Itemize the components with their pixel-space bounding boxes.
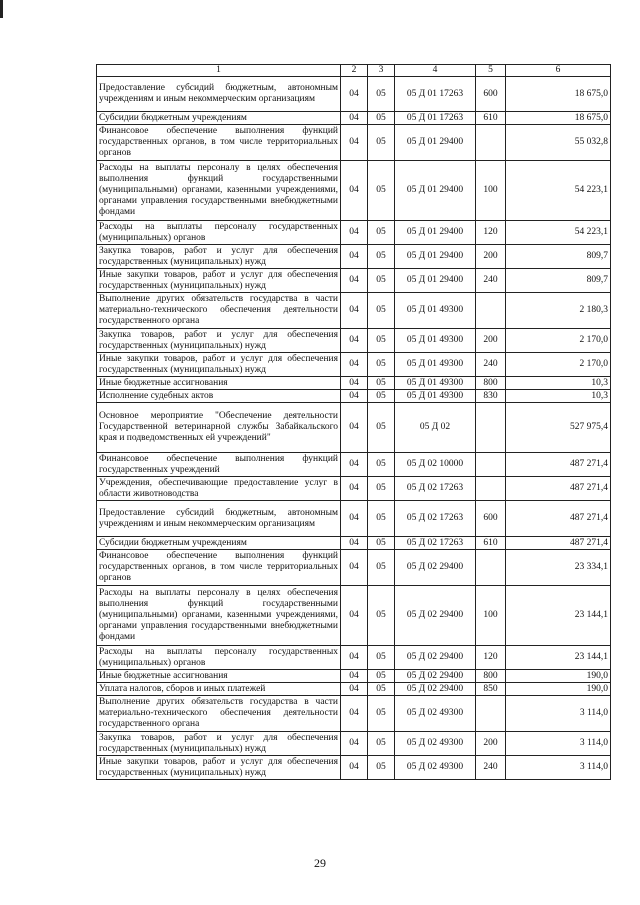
table-row xyxy=(97,550,611,586)
row-subsection: 05 xyxy=(368,353,395,377)
row-subsection: 05 xyxy=(368,221,395,245)
row-description: Иные бюджетные ассигнования xyxy=(97,377,341,390)
row-description: Учреждения, обеспечивающие предоставление услуг в области животноводства xyxy=(97,477,341,501)
table-row xyxy=(97,537,611,550)
table-row xyxy=(97,377,611,390)
row-description: Выполнение других обязательств государства в части материально-технического обеспечения деятельности государственного органа xyxy=(97,293,341,329)
row-expense-type: 610 xyxy=(476,112,506,125)
row-subsection: 05 xyxy=(368,161,395,221)
row-expense-type: 100 xyxy=(476,586,506,646)
budget-table-wrapper xyxy=(96,64,610,780)
row-expense-type xyxy=(476,696,506,732)
header-col-3: 3 xyxy=(368,65,395,77)
row-description: Финансовое обеспечение выполнения функций государственных органов, в том числе территориальных органов xyxy=(97,550,341,586)
row-expense-type: 240 xyxy=(476,353,506,377)
row-expense-type: 610 xyxy=(476,537,506,550)
row-description: Иные закупки товаров, работ и услуг для обеспечения государственных (муниципальных) нужд xyxy=(97,269,341,293)
row-subsection: 05 xyxy=(368,377,395,390)
row-target-code: 05 Д 01 29400 xyxy=(395,245,476,269)
row-section: 04 xyxy=(341,353,368,377)
row-section: 04 xyxy=(341,537,368,550)
row-expense-type: 120 xyxy=(476,221,506,245)
table-row xyxy=(97,586,611,646)
row-target-code: 05 Д 02 29400 xyxy=(395,646,476,670)
budget-table xyxy=(96,64,611,780)
row-description: Субсидии бюджетным учреждениям xyxy=(97,537,341,550)
row-section: 04 xyxy=(341,696,368,732)
row-amount: 487 271,4 xyxy=(506,501,611,537)
row-description: Иные закупки товаров, работ и услуг для обеспечения государственных (муниципальных) нужд xyxy=(97,756,341,780)
row-description: Финансовое обеспечение выполнения функций государственных учреждений xyxy=(97,453,341,477)
row-description: Расходы на выплаты персоналу государственных (муниципальных) органов xyxy=(97,221,341,245)
row-target-code: 05 Д 01 29400 xyxy=(395,269,476,293)
row-subsection: 05 xyxy=(368,77,395,112)
table-row xyxy=(97,125,611,161)
row-amount: 2 180,3 xyxy=(506,293,611,329)
table-row xyxy=(97,403,611,453)
row-section: 04 xyxy=(341,586,368,646)
row-target-code: 05 Д 02 49300 xyxy=(395,732,476,756)
page-number: 29 xyxy=(314,856,326,870)
row-subsection: 05 xyxy=(368,245,395,269)
row-amount: 10,3 xyxy=(506,377,611,390)
row-expense-type: 200 xyxy=(476,732,506,756)
table-row xyxy=(97,329,611,353)
row-section: 04 xyxy=(341,732,368,756)
row-expense-type: 240 xyxy=(476,269,506,293)
row-subsection: 05 xyxy=(368,269,395,293)
table-row xyxy=(97,453,611,477)
row-subsection: 05 xyxy=(368,586,395,646)
table-row xyxy=(97,269,611,293)
table-row xyxy=(97,696,611,732)
row-expense-type: 200 xyxy=(476,329,506,353)
table-row xyxy=(97,732,611,756)
row-amount: 54 223,1 xyxy=(506,221,611,245)
row-section: 04 xyxy=(341,293,368,329)
row-amount: 23 144,1 xyxy=(506,646,611,670)
row-amount: 3 114,0 xyxy=(506,756,611,780)
row-expense-type: 100 xyxy=(476,161,506,221)
row-description: Расходы на выплаты персоналу в целях обеспечения выполнения функций государственными (муниципальными) органами, казенными учреждениями, органами управления государственными внебюджетными фондами xyxy=(97,586,341,646)
row-subsection: 05 xyxy=(368,732,395,756)
row-description: Расходы на выплаты персоналу в целях обеспечения выполнения функций государственными (муниципальными) органами, казенными учреждениями, органами управления государственными внебюджетными фондами xyxy=(97,161,341,221)
header-col-4: 4 xyxy=(395,65,476,77)
header-col-2: 2 xyxy=(341,65,368,77)
row-target-code: 05 Д 01 29400 xyxy=(395,125,476,161)
row-subsection: 05 xyxy=(368,112,395,125)
row-amount: 2 170,0 xyxy=(506,353,611,377)
row-subsection: 05 xyxy=(368,537,395,550)
row-target-code: 05 Д 01 49300 xyxy=(395,329,476,353)
row-section: 04 xyxy=(341,161,368,221)
table-row xyxy=(97,390,611,403)
row-expense-type: 850 xyxy=(476,683,506,696)
row-description: Иные закупки товаров, работ и услуг для обеспечения государственных (муниципальных) нужд xyxy=(97,353,341,377)
row-amount: 809,7 xyxy=(506,269,611,293)
row-expense-type: 200 xyxy=(476,245,506,269)
table-row xyxy=(97,245,611,269)
row-expense-type xyxy=(476,477,506,501)
table-row xyxy=(97,353,611,377)
table-row xyxy=(97,683,611,696)
row-subsection: 05 xyxy=(368,390,395,403)
table-row xyxy=(97,293,611,329)
row-description: Предоставление субсидий бюджетным, автономным учреждениям и иным некоммерческим организациям xyxy=(97,501,341,537)
row-expense-type xyxy=(476,293,506,329)
table-row xyxy=(97,77,611,112)
table-row xyxy=(97,501,611,537)
row-expense-type xyxy=(476,550,506,586)
row-amount: 487 271,4 xyxy=(506,453,611,477)
table-row xyxy=(97,161,611,221)
row-amount: 18 675,0 xyxy=(506,77,611,112)
row-section: 04 xyxy=(341,646,368,670)
row-target-code: 05 Д 02 10000 xyxy=(395,453,476,477)
row-amount: 3 114,0 xyxy=(506,696,611,732)
table-row xyxy=(97,756,611,780)
row-subsection: 05 xyxy=(368,453,395,477)
row-target-code: 05 Д 02 17263 xyxy=(395,537,476,550)
row-amount: 23 334,1 xyxy=(506,550,611,586)
row-amount: 3 114,0 xyxy=(506,732,611,756)
table-row xyxy=(97,646,611,670)
row-section: 04 xyxy=(341,125,368,161)
row-subsection: 05 xyxy=(368,501,395,537)
row-description: Субсидии бюджетным учреждениям xyxy=(97,112,341,125)
row-target-code: 05 Д 02 29400 xyxy=(395,670,476,683)
row-expense-type: 800 xyxy=(476,670,506,683)
row-subsection: 05 xyxy=(368,477,395,501)
row-amount: 527 975,4 xyxy=(506,403,611,453)
row-subsection: 05 xyxy=(368,550,395,586)
row-amount: 23 144,1 xyxy=(506,586,611,646)
row-expense-type: 120 xyxy=(476,646,506,670)
row-amount: 190,0 xyxy=(506,683,611,696)
row-amount: 190,0 xyxy=(506,670,611,683)
row-expense-type: 600 xyxy=(476,77,506,112)
row-target-code: 05 Д 02 29400 xyxy=(395,586,476,646)
row-subsection: 05 xyxy=(368,329,395,353)
row-target-code: 05 Д 01 17263 xyxy=(395,77,476,112)
row-target-code: 05 Д 01 49300 xyxy=(395,377,476,390)
table-row xyxy=(97,112,611,125)
row-subsection: 05 xyxy=(368,125,395,161)
header-col-1: 1 xyxy=(97,65,341,77)
row-description: Закупка товаров, работ и услуг для обеспечения государственных (муниципальных) нужд xyxy=(97,732,341,756)
row-amount: 10,3 xyxy=(506,390,611,403)
row-section: 04 xyxy=(341,550,368,586)
row-target-code: 05 Д 02 29400 xyxy=(395,550,476,586)
row-amount: 809,7 xyxy=(506,245,611,269)
row-section: 04 xyxy=(341,501,368,537)
row-description: Предоставление субсидий бюджетным, автономным учреждениям и иным некоммерческим организациям xyxy=(97,77,341,112)
row-section: 04 xyxy=(341,453,368,477)
row-expense-type xyxy=(476,125,506,161)
row-amount: 487 271,4 xyxy=(506,537,611,550)
row-subsection: 05 xyxy=(368,670,395,683)
row-section: 04 xyxy=(341,77,368,112)
row-target-code: 05 Д 01 29400 xyxy=(395,161,476,221)
row-description: Основное мероприятие "Обеспечение деятельности Государственной ветеринарной службы Забайкальского края и подведомственных ей учреждений" xyxy=(97,403,341,453)
row-expense-type xyxy=(476,453,506,477)
row-subsection: 05 xyxy=(368,683,395,696)
row-amount: 2 170,0 xyxy=(506,329,611,353)
row-section: 04 xyxy=(341,269,368,293)
row-amount: 487 271,4 xyxy=(506,477,611,501)
row-amount: 54 223,1 xyxy=(506,161,611,221)
row-description: Уплата налогов, сборов и иных платежей xyxy=(97,683,341,696)
row-target-code: 05 Д 01 29400 xyxy=(395,221,476,245)
row-amount: 55 032,8 xyxy=(506,125,611,161)
row-target-code: 05 Д 01 49300 xyxy=(395,293,476,329)
row-expense-type: 830 xyxy=(476,390,506,403)
row-section: 04 xyxy=(341,221,368,245)
row-target-code: 05 Д 02 49300 xyxy=(395,756,476,780)
row-section: 04 xyxy=(341,683,368,696)
row-target-code: 05 Д 02 49300 xyxy=(395,696,476,732)
row-expense-type: 600 xyxy=(476,501,506,537)
row-expense-type: 800 xyxy=(476,377,506,390)
row-description: Иные бюджетные ассигнования xyxy=(97,670,341,683)
table-row xyxy=(97,221,611,245)
row-section: 04 xyxy=(341,756,368,780)
row-section: 04 xyxy=(341,477,368,501)
row-subsection: 05 xyxy=(368,646,395,670)
row-description: Расходы на выплаты персоналу государственных (муниципальных) органов xyxy=(97,646,341,670)
row-section: 04 xyxy=(341,390,368,403)
row-subsection: 05 xyxy=(368,756,395,780)
row-section: 04 xyxy=(341,403,368,453)
row-target-code: 05 Д 01 17263 xyxy=(395,112,476,125)
header-col-5: 5 xyxy=(476,65,506,77)
row-target-code: 05 Д 02 17263 xyxy=(395,501,476,537)
row-target-code: 05 Д 02 xyxy=(395,403,476,453)
row-subsection: 05 xyxy=(368,696,395,732)
row-section: 04 xyxy=(341,245,368,269)
row-target-code: 05 Д 02 29400 xyxy=(395,683,476,696)
row-description: Выполнение других обязательств государства в части материально-технического обеспечения деятельности государственного органа xyxy=(97,696,341,732)
row-section: 04 xyxy=(341,670,368,683)
table-header-row xyxy=(97,65,611,77)
row-expense-type xyxy=(476,403,506,453)
row-section: 04 xyxy=(341,329,368,353)
row-expense-type: 240 xyxy=(476,756,506,780)
row-amount: 18 675,0 xyxy=(506,112,611,125)
header-col-6: 6 xyxy=(506,65,611,77)
scan-edge-mark xyxy=(0,0,3,18)
table-row xyxy=(97,477,611,501)
row-section: 04 xyxy=(341,377,368,390)
row-description: Исполнение судебных актов xyxy=(97,390,341,403)
table-row xyxy=(97,670,611,683)
row-description: Закупка товаров, работ и услуг для обеспечения государственных (муниципальных) нужд xyxy=(97,329,341,353)
row-target-code: 05 Д 01 49300 xyxy=(395,353,476,377)
row-target-code: 05 Д 01 49300 xyxy=(395,390,476,403)
row-subsection: 05 xyxy=(368,293,395,329)
row-section: 04 xyxy=(341,112,368,125)
row-description: Закупка товаров, работ и услуг для обеспечения государственных (муниципальных) нужд xyxy=(97,245,341,269)
row-subsection: 05 xyxy=(368,403,395,453)
row-target-code: 05 Д 02 17263 xyxy=(395,477,476,501)
row-description: Финансовое обеспечение выполнения функций государственных органов, в том числе территориальных органов xyxy=(97,125,341,161)
